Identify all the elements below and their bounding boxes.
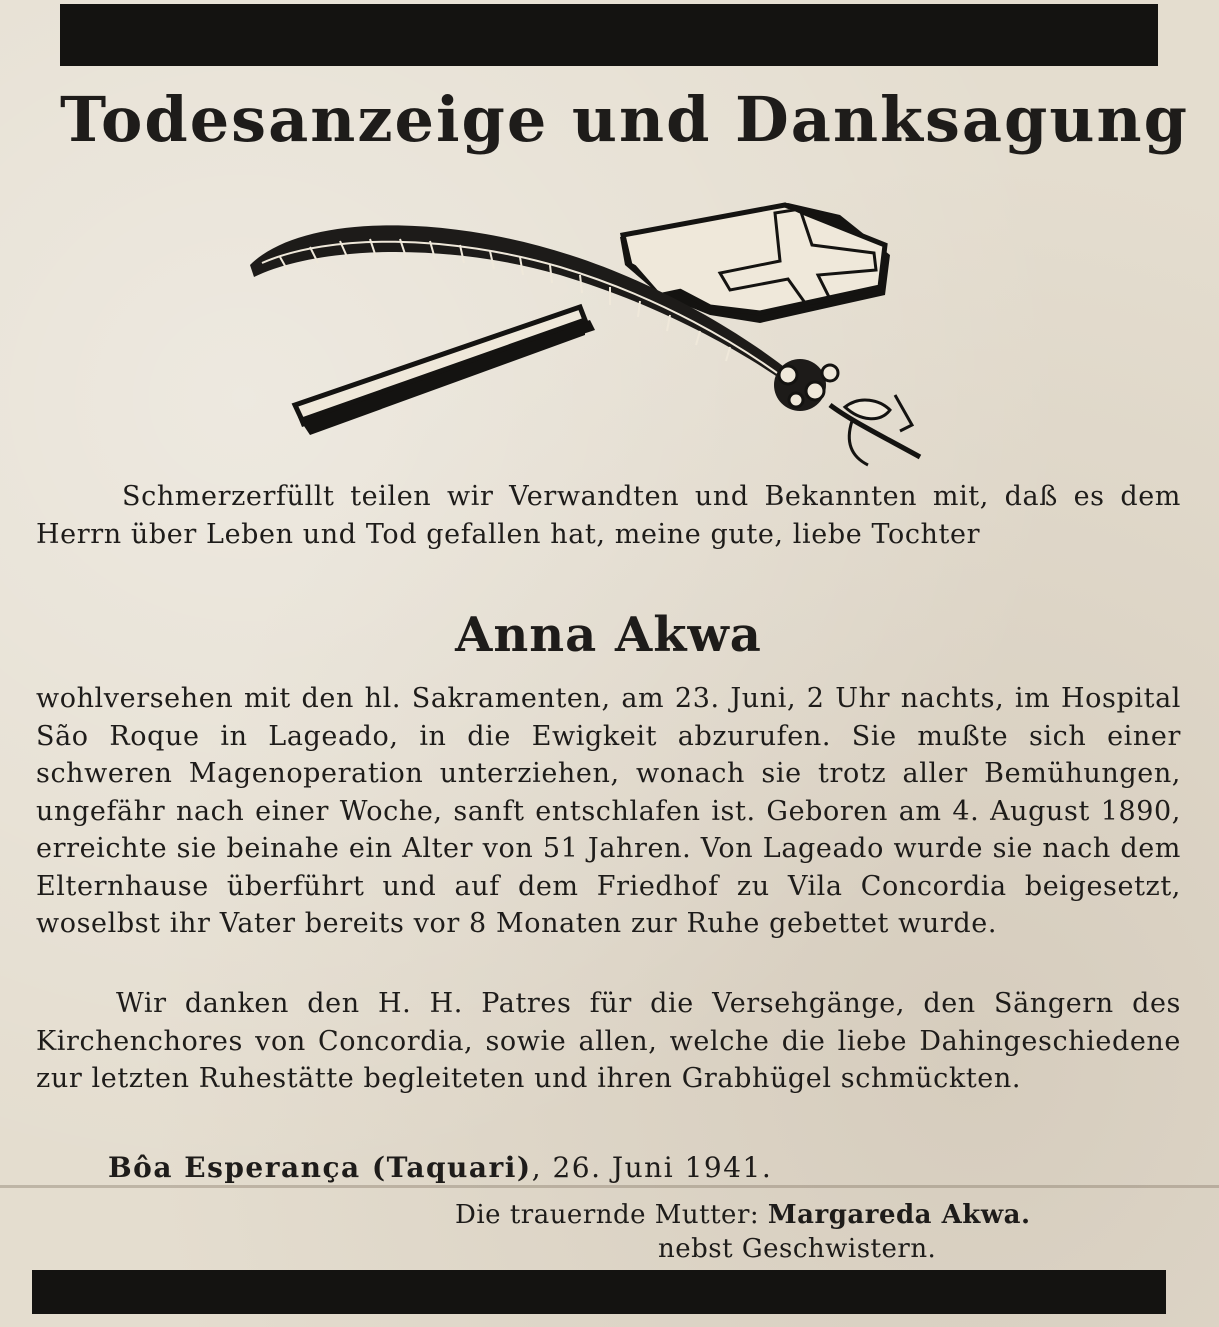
signature-suffix: nebst Geschwistern.	[658, 1234, 937, 1264]
notice-heading: Todesanzeige und Danksagung	[60, 83, 1189, 156]
place-name: Bôa Esperança (Taquari)	[108, 1151, 532, 1184]
top-black-border	[60, 4, 1158, 66]
deceased-name: Anna Akwa	[455, 607, 762, 663]
cross-and-palm-icon	[240, 195, 930, 475]
notice-date: , 26. Juni 1941.	[531, 1151, 773, 1184]
flower-bouquet-icon	[774, 359, 920, 465]
thanks-paragraph: Wir danken den H. H. Patres für die Versehgänge, den Sängern des Kirchenchores von Concordia, sowie allen, welche die liebe Dahingeschiedene zur letzten Ruhestätte begleiteten und ihren Grabhügel schmückten.	[36, 988, 1181, 1094]
place-and-date	[108, 1148, 908, 1188]
bottom-black-border	[32, 1270, 1166, 1314]
intro-paragraph: Schmerzerfüllt teilen wir Verwandten und Bekannten mit, daß es dem Herrn über Leben und Tod gefallen hat, meine gute, liebe Tochter	[36, 481, 1181, 550]
signature-name: Margareda Akwa.	[767, 1200, 1031, 1230]
body-paragraph: wohlversehen mit den hl. Sakramenten, am 23. Juni, 2 Uhr nachts, im Hospital São Roque in Lageado, in die Ewigkeit abzurufen. Sie mußte sich einer schweren Magenoperation unterziehen, wonach sie trotz aller Bemühungen, ungefähr nach einer Woche, sanft entschlafen ist. Geboren am 4. August 1890, erreichte sie beinahe ein Alter von 51 Jahren. Von Lageado wurde sie nach dem Elternhause überführt und auf dem Friedhof zu Vila Concordia beigesetzt, woselbst ihr Vater bereits vor 8 Monaten zur Ruhe gebettet wurde.	[36, 683, 1181, 939]
signature-prefix: Die trauernde Mutter:	[455, 1200, 760, 1230]
